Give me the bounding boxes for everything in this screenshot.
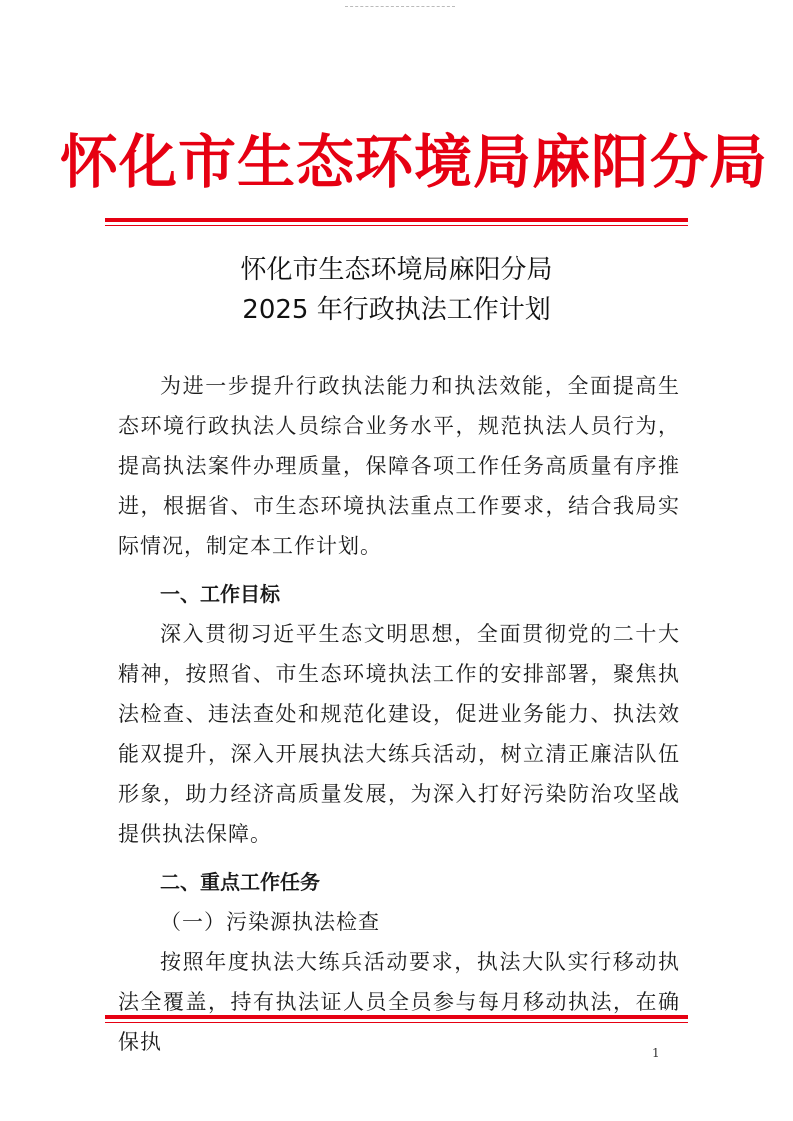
document-body: [118, 366, 680, 1062]
intro-paragraph: 为进一步提升行政执法能力和执法效能，全面提高生态环境行政执法人员综合业务水平，规范执法人员行为，提高执法案件办理质量，保障各项工作任务高质量有序推进，根据省、市生态环境执法重点工作要求，结合我局实际情况，制定本工作计划。: [118, 374, 680, 558]
document-title: [100, 250, 693, 330]
subsection-1-paragraph: 按照年度执法大练兵活动要求，执法大队实行移动执法全覆盖，持有执法证人员全员参与每月移动执法，在确保执: [118, 950, 680, 1054]
page-number: 1: [652, 1046, 660, 1060]
section-1-heading: 一、工作目标: [160, 582, 280, 606]
title-line-1: 怀化市生态环境局麻阳分局: [240, 255, 553, 285]
red-header-masthead: 怀化市生态环境局麻阳分局: [60, 128, 769, 196]
title-line-2: 2025 年行政执法工作计划: [242, 295, 551, 325]
red-footer-divider: [105, 1015, 688, 1023]
section-1-paragraph: 深入贯彻习近平生态文明思想，全面贯彻党的二十大精神，按照省、市生态环境执法工作的安排部署，聚焦执法检查、违法查处和规范化建设，促进业务能力、执法效能双提升，深入开展执法大练兵活动，树立清正廉洁队伍形象，助力经济高质量发展，为深入打好污染防治攻坚战提供执法保障。: [118, 622, 680, 846]
subsection-1-heading: （一）污染源执法检查: [160, 910, 380, 934]
red-header-divider: [105, 218, 688, 226]
scan-artifact-line: [345, 6, 455, 7]
section-2-heading: 二、重点工作任务: [160, 870, 320, 894]
